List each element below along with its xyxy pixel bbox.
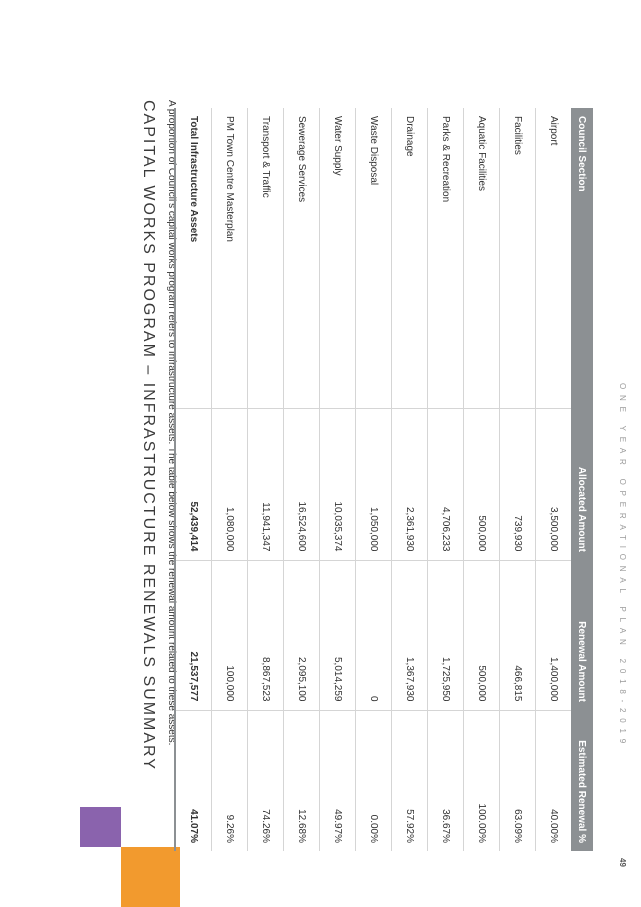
total-label: Total Infrastructure Assets	[175, 108, 212, 408]
cell-section: PM Town Centre Masterplan	[212, 108, 248, 408]
cell-renewal: 2,095,100	[284, 560, 320, 710]
cell-percent: 63.09%	[500, 710, 536, 851]
cell-percent: 0.00%	[356, 710, 392, 851]
cell-section: Water Supply	[320, 108, 356, 408]
table-row	[536, 108, 572, 851]
cell-percent: 57.92%	[392, 710, 428, 851]
cell-percent: 36.67%	[428, 710, 464, 851]
cell-renewal: 1,725,950	[428, 560, 464, 710]
cell-renewal: 1,400,000	[536, 560, 572, 710]
footer-plan-title: ONE YEAR OPERATIONAL PLAN 2018-2019	[618, 383, 627, 750]
cell-section: Parks & Recreation	[428, 108, 464, 408]
cell-renewal: 8,867,523	[248, 560, 284, 710]
cell-allocated: 500,000	[464, 408, 500, 560]
table-row	[248, 108, 284, 851]
cell-allocated: 16,524,600	[284, 408, 320, 560]
total-percent: 41.07%	[175, 710, 212, 851]
cell-renewal: 100,000	[212, 560, 248, 710]
table-row	[428, 108, 464, 851]
cell-renewal: 1,367,930	[392, 560, 428, 710]
cell-percent: 12.68%	[284, 710, 320, 851]
cell-allocated: 10,035,374	[320, 408, 356, 560]
cell-percent: 40.00%	[536, 710, 572, 851]
intro-text: A proportion of Council's capital works program refers to Infrastructure assets. The table below shows the renewal amount related to these assets.	[166, 100, 177, 746]
table-row	[212, 108, 248, 851]
table-row	[392, 108, 428, 851]
total-allocated: 52,439,414	[175, 408, 212, 560]
table-row	[500, 108, 536, 851]
table-row	[320, 108, 356, 851]
table-row	[356, 108, 392, 851]
cell-allocated: 739,930	[500, 408, 536, 560]
table-header-row	[571, 108, 593, 851]
cell-percent: 9.26%	[212, 710, 248, 851]
table-row	[284, 108, 320, 851]
header-renewal-amount: Renewal Amount	[571, 560, 593, 710]
cell-allocated: 2,361,930	[392, 408, 428, 560]
header-council-section: Council Section	[571, 108, 593, 408]
total-renewal: 21,537,577	[175, 560, 212, 710]
cell-allocated: 11,941,347	[248, 408, 284, 560]
table-row	[464, 108, 500, 851]
cell-section: Drainage	[392, 108, 428, 408]
cell-percent: 100.00%	[464, 710, 500, 851]
page-title: CAPITAL WORKS PROGRAM – INFRASTRUCTURE RENEWALS SUMMARY	[140, 100, 157, 771]
cell-allocated: 4,706,233	[428, 408, 464, 560]
cell-renewal: 0	[356, 560, 392, 710]
cell-section: Aquatic Facilities	[464, 108, 500, 408]
cell-renewal: 5,014,259	[320, 560, 356, 710]
table-total-row	[175, 108, 212, 851]
cell-renewal: 466,815	[500, 560, 536, 710]
header-allocated-amount: Allocated Amount	[571, 408, 593, 560]
cell-allocated: 3,500,000	[536, 408, 572, 560]
cell-section: Airport	[536, 108, 572, 408]
header-estimated-renewal: Estimated Renewal %	[571, 710, 593, 851]
cell-section: Transport & Traffic	[248, 108, 284, 408]
cell-section: Facilities	[500, 108, 536, 408]
page-number: 49	[618, 858, 627, 867]
cell-section: Waste Disposal	[356, 108, 392, 408]
cell-percent: 74.26%	[248, 710, 284, 851]
cell-allocated: 1,080,000	[212, 408, 248, 560]
renewals-table	[174, 108, 593, 851]
cell-percent: 49.97%	[320, 710, 356, 851]
cell-section: Sewerage Services	[284, 108, 320, 408]
cell-allocated: 1,050,000	[356, 408, 392, 560]
cell-renewal: 500,000	[464, 560, 500, 710]
